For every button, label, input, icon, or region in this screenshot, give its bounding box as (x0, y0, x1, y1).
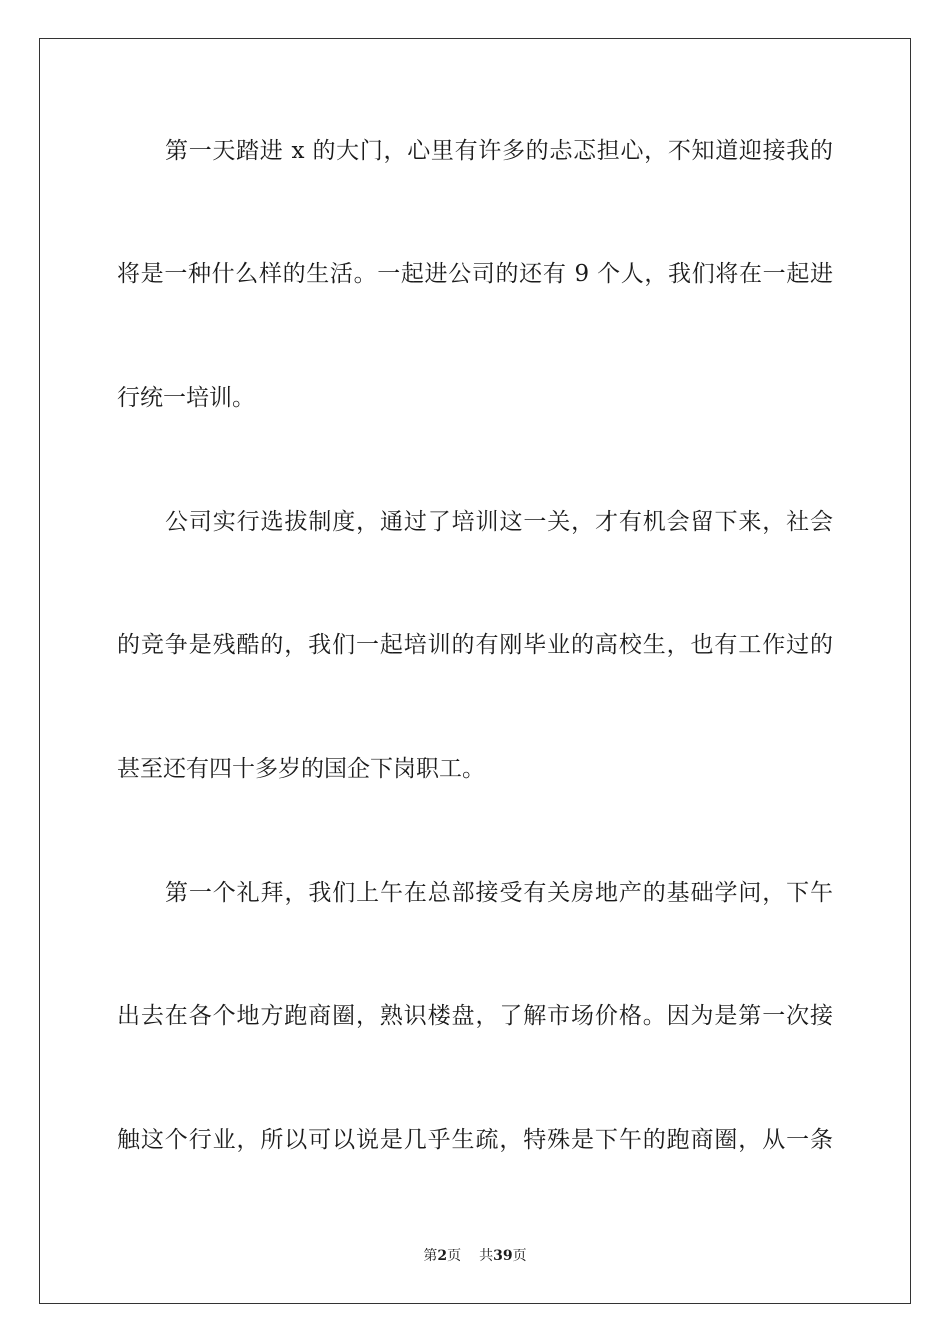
paragraph-line: 第一个礼拜，我们上午在总部接受有关房地产的基础学问，下午 (165, 880, 833, 906)
page-number: 2 (437, 1248, 448, 1264)
total-suffix: 页 (512, 1248, 527, 1264)
total-prefix: 共 (479, 1248, 494, 1264)
paragraph-line: 行统一培训。 (117, 385, 255, 411)
paragraph-line: 触这个行业，所以可以说是几乎生疏，特殊是下午的跑商圈，从一条 (117, 1127, 833, 1153)
paragraph-line: 第一天踏进 x 的大门，心里有许多的忐忑担心，不知道迎接我的 (165, 138, 833, 164)
page-border (39, 38, 911, 1304)
page-suffix: 页 (447, 1248, 462, 1264)
total-pages: 39 (493, 1248, 513, 1264)
paragraph-line: 公司实行选拔制度，通过了培训这一关，才有机会留下来，社会 (165, 509, 833, 535)
paragraph-line: 的竞争是残酷的，我们一起培训的有刚毕业的高校生，也有工作过的 (117, 632, 833, 658)
paragraph-line: 将是一种什么样的生活。一起进公司的还有 9 个人，我们将在一起进 (117, 261, 833, 287)
paragraph-line: 出去在各个地方跑商圈，熟识楼盘，了解市场价格。因为是第一次接 (117, 1003, 833, 1029)
paragraph-line: 甚至还有四十多岁的国企下岗职工。 (117, 756, 485, 782)
page-prefix: 第 (423, 1248, 438, 1264)
page-footer (0, 1246, 950, 1266)
